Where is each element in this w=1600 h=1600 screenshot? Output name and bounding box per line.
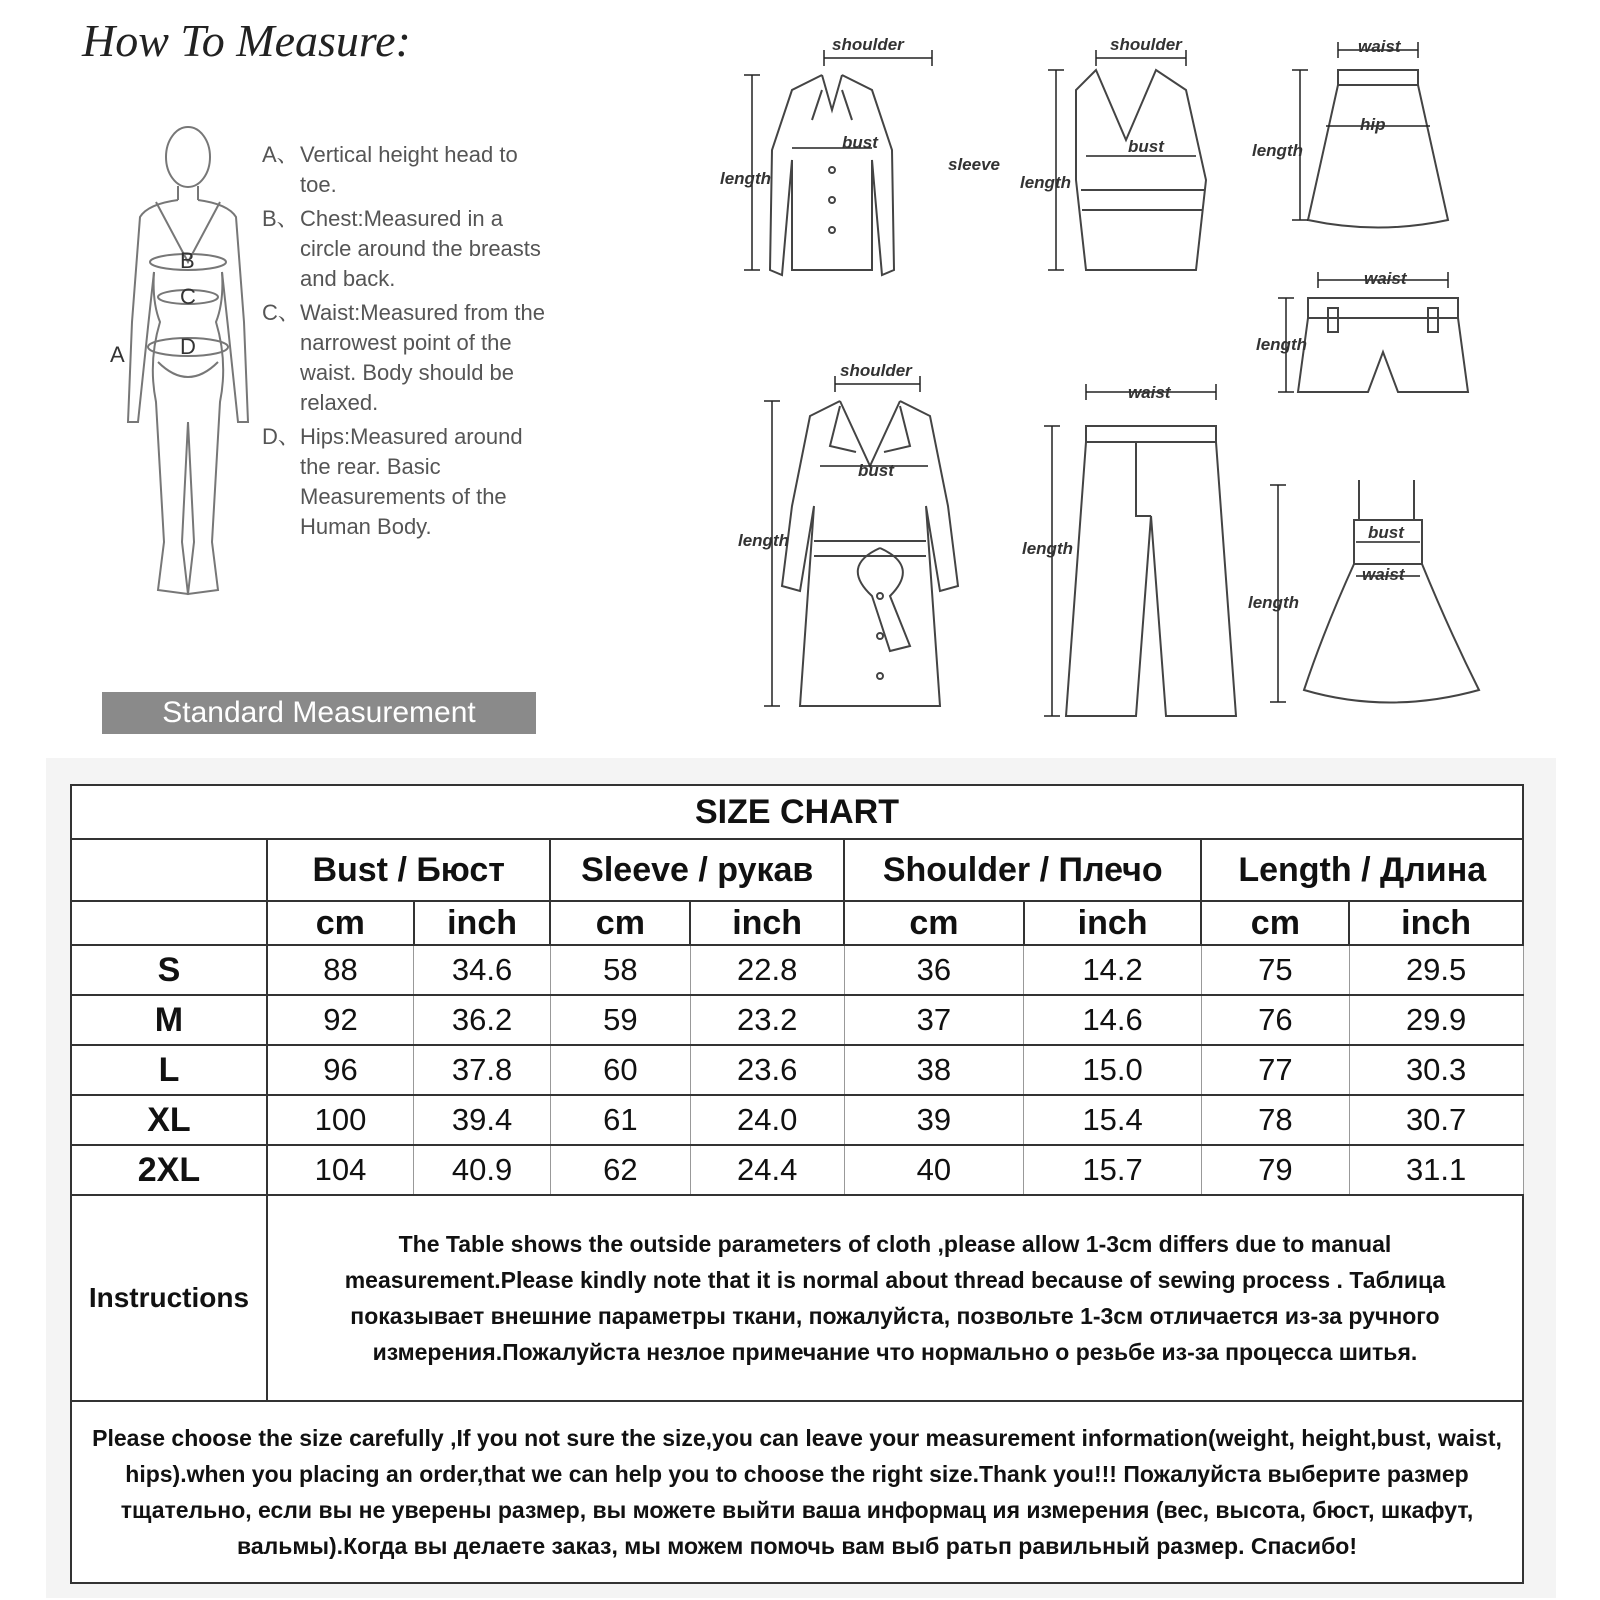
coat-diagram <box>730 356 1010 721</box>
table-cell: 104 <box>267 1145 414 1195</box>
header-blank <box>71 839 267 901</box>
dress-diagram <box>1244 480 1494 725</box>
body-letter-c: C <box>180 284 196 309</box>
table-cell: 96 <box>267 1045 414 1095</box>
table-cell: 30.7 <box>1349 1095 1523 1145</box>
table-cell: 14.2 <box>1024 945 1202 995</box>
unit-inch: inch <box>1024 901 1202 945</box>
table-cell: 76 <box>1201 995 1349 1045</box>
shorts-diagram <box>1248 268 1468 423</box>
instructions-label: Instructions <box>71 1195 267 1401</box>
table-row <box>71 1145 1523 1195</box>
instructions-text: The Table shows the outside parameters of cloth ,please allow 1-3cm differs due to manual measurement.Please kindly note that it is normal about thread because of sewing process . Таблица показывает внешние параметры ткани, пожалуйста, позвольте 1-3см отличается из-за ручного измерения.Пожалуйста незлое примечание что нормально о резьбе из-за процесса шитья. <box>267 1195 1523 1401</box>
unit-blank <box>71 901 267 945</box>
table-cell: 39 <box>844 1095 1024 1145</box>
body-letter-a: A <box>110 342 125 367</box>
size-chart-title: SIZE CHART <box>71 785 1523 839</box>
tank-shoulder-label: shoulder <box>1110 35 1182 54</box>
table-cell: 29.9 <box>1349 995 1523 1045</box>
definition-c <box>262 298 552 418</box>
definition-letter: C、 <box>262 300 300 325</box>
table-cell: 39.4 <box>414 1095 551 1145</box>
standard-measurement-label: Standard Measurement <box>102 692 536 734</box>
table-row <box>71 995 1523 1045</box>
table-cell: 58 <box>550 945 690 995</box>
shorts-waist-label: waist <box>1364 269 1407 288</box>
unit-cm: cm <box>550 901 690 945</box>
table-cell: 40.9 <box>414 1145 551 1195</box>
table-cell: 37 <box>844 995 1024 1045</box>
shorts-length-label: length <box>1256 335 1307 354</box>
shirt-sleeve-label: sleeve <box>948 155 1000 174</box>
table-cell: 15.0 <box>1024 1045 1202 1095</box>
table-cell: 92 <box>267 995 414 1045</box>
table-cell: 15.4 <box>1024 1095 1202 1145</box>
unit-cm: cm <box>1201 901 1349 945</box>
dress-length-label: length <box>1248 593 1299 612</box>
table-cell: 61 <box>550 1095 690 1145</box>
unit-cm: cm <box>844 901 1024 945</box>
size-label: L <box>71 1045 267 1095</box>
table-cell: 36 <box>844 945 1024 995</box>
table-cell: 40 <box>844 1145 1024 1195</box>
definition-b <box>262 204 552 294</box>
coat-shoulder-label: shoulder <box>840 361 912 380</box>
shirt-length-label: length <box>720 169 771 188</box>
header-sleeve: Sleeve / рукав <box>550 839 844 901</box>
definition-d <box>262 422 552 542</box>
shirt-diagram <box>712 30 1012 295</box>
coat-bust-label: bust <box>858 461 894 480</box>
shirt-bust-label: bust <box>842 133 878 152</box>
unit-inch: inch <box>1349 901 1523 945</box>
table-cell: 24.0 <box>690 1095 844 1145</box>
tank-length-label: length <box>1020 173 1071 192</box>
header-shoulder: Shoulder / Плечо <box>844 839 1201 901</box>
unit-cm: cm <box>267 901 414 945</box>
definition-letter: A、 <box>262 142 299 167</box>
how-to-measure-title: How To Measure: <box>82 15 411 66</box>
definition-text: Waist:Measured from the narrowest point of the waist. Body should be relaxed. <box>300 300 545 415</box>
size-advice-note: Please choose the size carefully ,If you not sure the size,you can leave your measurement information(weight, height,bust, waist, hips).when you placing an order,that we can help you to choose the right size.Thank you!!! Пожалуйста выберите размер тщательно, если вы не уверены размер, вы можете выйти ваша информац ия измерения (вес, высота, бюст, шкафут, вальмы).Когда вы делаете заказ, мы можем помочь вам выб ратьп равильный размер. Спасибо! <box>71 1401 1523 1583</box>
body-figure <box>108 122 268 622</box>
definition-text: Vertical height head to toe. <box>300 142 518 197</box>
table-cell: 36.2 <box>414 995 551 1045</box>
body-letter-d: D <box>180 334 196 359</box>
size-label: M <box>71 995 267 1045</box>
skirt-waist-label: waist <box>1358 37 1401 56</box>
table-cell: 88 <box>267 945 414 995</box>
skirt-hip-label: hip <box>1360 115 1386 134</box>
table-cell: 60 <box>550 1045 690 1095</box>
table-cell: 75 <box>1201 945 1349 995</box>
definition-letter: B、 <box>262 206 299 231</box>
shirt-shoulder-label: shoulder <box>832 35 904 54</box>
table-cell: 78 <box>1201 1095 1349 1145</box>
table-cell: 100 <box>267 1095 414 1145</box>
table-cell: 79 <box>1201 1145 1349 1195</box>
header-length: Length / Длина <box>1201 839 1523 901</box>
table-row <box>71 945 1523 995</box>
table-cell: 59 <box>550 995 690 1045</box>
definition-text: Hips:Measured around the rear. Basic Measurements of the Human Body. <box>300 424 523 539</box>
definition-a <box>262 140 552 200</box>
header-bust: Bust / Бюст <box>267 839 551 901</box>
skirt-diagram <box>1248 30 1468 245</box>
pants-diagram <box>1016 376 1236 731</box>
tank-bust-label: bust <box>1128 137 1164 156</box>
unit-inch: inch <box>690 901 844 945</box>
table-row <box>71 1095 1523 1145</box>
table-cell: 34.6 <box>414 945 551 995</box>
coat-length-label: length <box>738 531 789 550</box>
table-cell: 38 <box>844 1045 1024 1095</box>
size-label: S <box>71 945 267 995</box>
definition-letter: D、 <box>262 424 300 449</box>
size-label: 2XL <box>71 1145 267 1195</box>
table-cell: 14.6 <box>1024 995 1202 1045</box>
pants-length-label: length <box>1022 539 1073 558</box>
body-letter-b: B <box>180 248 195 273</box>
skirt-length-label: length <box>1252 141 1303 160</box>
table-cell: 77 <box>1201 1045 1349 1095</box>
table-cell: 62 <box>550 1145 690 1195</box>
unit-inch: inch <box>414 901 551 945</box>
dress-waist-label: waist <box>1362 565 1405 584</box>
measurement-definitions <box>262 140 552 546</box>
table-row <box>71 1045 1523 1095</box>
table-cell: 37.8 <box>414 1045 551 1095</box>
pants-waist-label: waist <box>1128 383 1171 402</box>
table-cell: 29.5 <box>1349 945 1523 995</box>
table-cell: 23.6 <box>690 1045 844 1095</box>
table-cell: 23.2 <box>690 995 844 1045</box>
table-cell: 30.3 <box>1349 1045 1523 1095</box>
table-cell: 24.4 <box>690 1145 844 1195</box>
definition-text: Chest:Measured in a circle around the breasts and back. <box>300 206 541 291</box>
table-cell: 22.8 <box>690 945 844 995</box>
dress-bust-label: bust <box>1368 523 1404 542</box>
tank-diagram <box>1016 30 1236 295</box>
table-cell: 15.7 <box>1024 1145 1202 1195</box>
size-chart-table <box>70 784 1524 1584</box>
size-label: XL <box>71 1095 267 1145</box>
table-cell: 31.1 <box>1349 1145 1523 1195</box>
